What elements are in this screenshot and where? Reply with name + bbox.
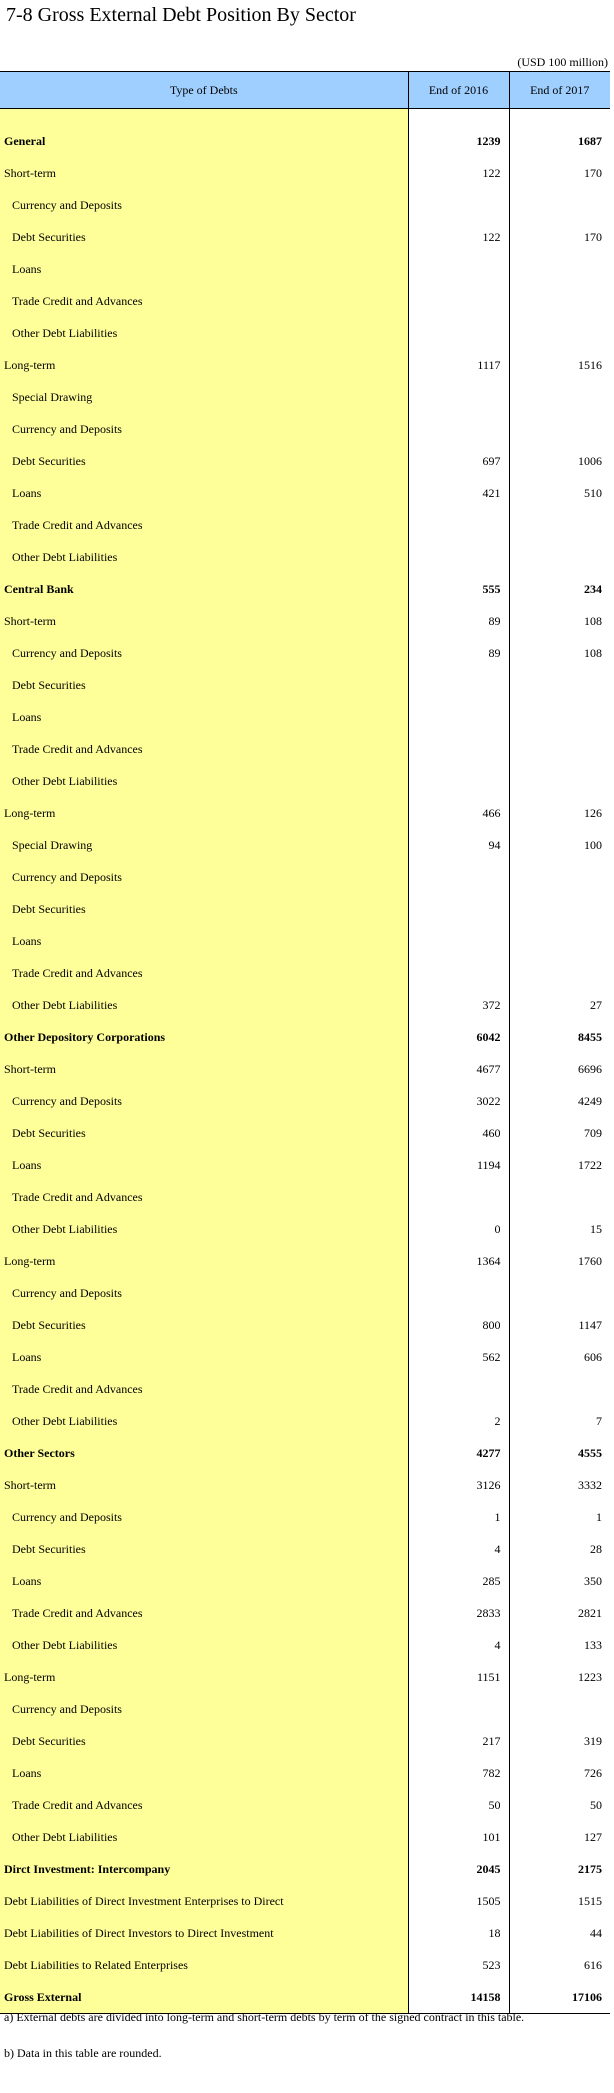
row-label: Currency and Deposits: [0, 189, 408, 221]
value-2017: [509, 1373, 610, 1405]
table-row: [0, 1405, 610, 1437]
table-row: [0, 1821, 610, 1853]
value-2017: 606: [584, 1349, 602, 1364]
value-2017: 1760: [578, 1253, 602, 1268]
value-2017: 350: [584, 1573, 602, 1588]
value-2017: 133: [584, 1637, 602, 1652]
value-2017: 127: [584, 1829, 602, 1844]
row-label: Other Debt Liabilities: [0, 1213, 408, 1245]
value-2016: 4: [408, 1629, 509, 1661]
value-2016: 466: [408, 797, 509, 829]
table-row: [0, 1309, 610, 1341]
value-2017: [509, 541, 610, 573]
row-label: Currency and Deposits: [0, 1085, 408, 1117]
table-row: [0, 797, 610, 829]
value-2017: 2175: [578, 1861, 602, 1876]
row-label: Debt Securities: [0, 1725, 408, 1757]
value-2016: 460: [408, 1117, 509, 1149]
row-label: Other Sectors: [0, 1437, 408, 1469]
row-label: Special Drawing: [0, 381, 408, 413]
table-row: [0, 157, 610, 189]
value-2017: 44: [590, 1925, 602, 1940]
table-row: [0, 669, 610, 701]
value-2016: [408, 733, 509, 765]
table-row: [0, 957, 610, 989]
value-2016: 6042: [408, 1021, 509, 1053]
value-2016: [408, 285, 509, 317]
value-2016: 3126: [408, 1469, 509, 1501]
value-2016: [408, 413, 509, 445]
value-2016: 4277: [408, 1437, 509, 1469]
value-2017: [509, 957, 610, 989]
value-2016: [408, 861, 509, 893]
table-row: [0, 637, 610, 669]
value-2017: 726: [584, 1765, 602, 1780]
value-2017: [509, 1693, 610, 1725]
row-label: Debt Liabilities of Direct Investment Enterprises to Direct: [0, 1885, 408, 1917]
row-label: Other Debt Liabilities: [0, 541, 408, 573]
value-2017: [509, 509, 610, 541]
value-2017: [509, 253, 610, 285]
row-label: Debt Securities: [0, 1533, 408, 1565]
value-2017: 1687: [578, 133, 602, 148]
value-2016: 18: [408, 1917, 509, 1949]
row-label: Loans: [0, 1341, 408, 1373]
page-title: 7-8 Gross External Debt Position By Sector: [6, 4, 356, 26]
table-row: [0, 413, 610, 445]
row-label: Debt Liabilities to Related Enterprises: [0, 1949, 408, 1981]
value-2016: 0: [408, 1213, 509, 1245]
value-2016: 800: [408, 1309, 509, 1341]
table-row: [0, 1149, 610, 1181]
value-2016: 2: [408, 1405, 509, 1437]
table-row: [0, 1021, 610, 1053]
value-2016: 285: [408, 1565, 509, 1597]
value-2017: 4249: [578, 1093, 602, 1108]
value-2017: 170: [584, 229, 602, 244]
header-end-of-2016: End of 2016: [408, 72, 509, 109]
value-2016: [408, 1693, 509, 1725]
value-2017: 8455: [578, 1029, 602, 1044]
row-label: Currency and Deposits: [0, 861, 408, 893]
value-2016: [408, 1373, 509, 1405]
value-2017: 126: [584, 805, 602, 820]
table-row: [0, 1565, 610, 1597]
spacer-cell: [0, 109, 408, 126]
value-2016: [408, 381, 509, 413]
row-label: Trade Credit and Advances: [0, 957, 408, 989]
row-label: Loans: [0, 253, 408, 285]
table-row: [0, 1661, 610, 1693]
table-row: [0, 1469, 610, 1501]
row-label: Central Bank: [0, 573, 408, 605]
table-row: [0, 1437, 610, 1469]
value-2016: 14158: [408, 1981, 509, 2014]
table-row: [0, 765, 610, 797]
value-2017: [509, 189, 610, 221]
value-2017: [509, 1277, 610, 1309]
value-2017: [509, 893, 610, 925]
table-row: [0, 1085, 610, 1117]
value-2017: [509, 669, 610, 701]
table-row: [0, 605, 610, 637]
value-2016: 4677: [408, 1053, 509, 1085]
value-2016: 50: [408, 1789, 509, 1821]
table-row: [0, 701, 610, 733]
value-2017: 100: [584, 837, 602, 852]
value-2016: 1151: [408, 1661, 509, 1693]
row-label: Long-term: [0, 1661, 408, 1693]
table-row: [0, 1693, 610, 1725]
table-row: [0, 189, 610, 221]
row-label: Other Debt Liabilities: [0, 1821, 408, 1853]
value-2016: 1117: [408, 349, 509, 381]
row-label: Dirct Investment: Intercompany: [0, 1853, 408, 1885]
table-row: [0, 1853, 610, 1885]
table-row: [0, 573, 610, 605]
value-2016: 101: [408, 1821, 509, 1853]
value-2016: 2045: [408, 1853, 509, 1885]
value-2016: 217: [408, 1725, 509, 1757]
table-row: [0, 1341, 610, 1373]
row-label: Loans: [0, 1149, 408, 1181]
table-row: [0, 253, 610, 285]
value-2016: 555: [408, 573, 509, 605]
value-2017: 6696: [578, 1061, 602, 1076]
table-row: [0, 541, 610, 573]
table-row: [0, 1949, 610, 1981]
value-2016: 3022: [408, 1085, 509, 1117]
row-label: Long-term: [0, 797, 408, 829]
value-2017: 616: [584, 1957, 602, 1972]
value-2017: 50: [590, 1797, 602, 1812]
table-row: [0, 317, 610, 349]
table-row: [0, 1885, 610, 1917]
debt-table: [0, 71, 610, 2014]
row-label: Currency and Deposits: [0, 1501, 408, 1533]
row-label: Debt Securities: [0, 893, 408, 925]
row-label: Debt Securities: [0, 1309, 408, 1341]
table-spacer-row: [0, 109, 610, 126]
row-label: Trade Credit and Advances: [0, 733, 408, 765]
spacer-cell: [408, 109, 509, 126]
value-2017: 1515: [578, 1893, 602, 1908]
value-2016: 2833: [408, 1597, 509, 1629]
row-label: Trade Credit and Advances: [0, 509, 408, 541]
value-2017: 510: [584, 485, 602, 500]
value-2017: [509, 317, 610, 349]
value-2017: 1006: [578, 453, 602, 468]
value-2016: 421: [408, 477, 509, 509]
table-row: [0, 861, 610, 893]
row-label: General: [0, 125, 408, 157]
unit-label: (USD 100 million): [517, 55, 608, 69]
table-row: [0, 349, 610, 381]
value-2016: 1239: [408, 125, 509, 157]
value-2017: [509, 285, 610, 317]
table-row: [0, 477, 610, 509]
row-label: Other Debt Liabilities: [0, 317, 408, 349]
table-row: [0, 925, 610, 957]
value-2017: 709: [584, 1125, 602, 1140]
value-2017: 28: [590, 1541, 602, 1556]
row-label: Loans: [0, 477, 408, 509]
value-2017: [509, 733, 610, 765]
table-row: [0, 1757, 610, 1789]
value-2016: [408, 509, 509, 541]
row-label: Loans: [0, 1757, 408, 1789]
footnote-a: a) External debts are divided into long-term and short-term debts by term of the signed contract in this table.: [4, 2010, 525, 2024]
value-2017: [509, 925, 610, 957]
value-2017: 7: [596, 1413, 602, 1428]
table-row: [0, 1789, 610, 1821]
value-2016: [408, 765, 509, 797]
value-2017: 1223: [578, 1669, 602, 1684]
value-2017: [509, 413, 610, 445]
row-label: Loans: [0, 1565, 408, 1597]
value-2017: [509, 861, 610, 893]
value-2017: 1147: [578, 1317, 602, 1332]
table-row: [0, 893, 610, 925]
value-2017: 319: [584, 1733, 602, 1748]
row-label: Other Debt Liabilities: [0, 1405, 408, 1437]
row-label: Long-term: [0, 1245, 408, 1277]
row-label: Other Debt Liabilities: [0, 1629, 408, 1661]
table-row: [0, 733, 610, 765]
value-2017: 2821: [578, 1605, 602, 1620]
table-row: [0, 989, 610, 1021]
row-label: Trade Credit and Advances: [0, 1597, 408, 1629]
table-row: [0, 1053, 610, 1085]
value-2016: 1194: [408, 1149, 509, 1181]
table-row: [0, 285, 610, 317]
value-2016: 697: [408, 445, 509, 477]
row-label: Loans: [0, 701, 408, 733]
value-2017: 1722: [578, 1157, 602, 1172]
value-2017: [509, 701, 610, 733]
value-2016: 562: [408, 1341, 509, 1373]
row-label: Trade Credit and Advances: [0, 285, 408, 317]
value-2017: 3332: [578, 1477, 602, 1492]
value-2016: 122: [408, 157, 509, 189]
row-label: Trade Credit and Advances: [0, 1181, 408, 1213]
table-row: [0, 509, 610, 541]
value-2016: [408, 669, 509, 701]
row-label: Currency and Deposits: [0, 637, 408, 669]
value-2016: [408, 541, 509, 573]
row-label: Short-term: [0, 157, 408, 189]
value-2017: 17106: [509, 1981, 610, 2014]
table-row: [0, 1629, 610, 1661]
table-row: [0, 221, 610, 253]
table-row: [0, 381, 610, 413]
table-body: [0, 109, 610, 2014]
table-row: [0, 1597, 610, 1629]
value-2016: [408, 1277, 509, 1309]
value-2016: [408, 957, 509, 989]
row-label: Debt Securities: [0, 1117, 408, 1149]
row-label: Other Depository Corporations: [0, 1021, 408, 1053]
value-2017: 1: [596, 1509, 602, 1524]
row-label: Short-term: [0, 1053, 408, 1085]
row-label: Loans: [0, 925, 408, 957]
value-2017: 27: [590, 997, 602, 1012]
table-row: [0, 1917, 610, 1949]
row-label: Currency and Deposits: [0, 1693, 408, 1725]
table-row: [0, 1277, 610, 1309]
row-label: Other Debt Liabilities: [0, 989, 408, 1021]
table-row: [0, 1501, 610, 1533]
row-label: Short-term: [0, 1469, 408, 1501]
value-2016: 94: [408, 829, 509, 861]
value-2017: 4555: [578, 1445, 602, 1460]
value-2016: 122: [408, 221, 509, 253]
table-row: [0, 1981, 610, 2014]
header-type-of-debts: Type of Debts: [0, 72, 408, 109]
row-label: Trade Credit and Advances: [0, 1373, 408, 1405]
row-label: Long-term: [0, 349, 408, 381]
row-label: Debt Securities: [0, 221, 408, 253]
value-2017: 108: [584, 613, 602, 628]
value-2016: 4: [408, 1533, 509, 1565]
row-label: Debt Liabilities of Direct Investors to Direct Investment: [0, 1917, 408, 1949]
row-label: Currency and Deposits: [0, 413, 408, 445]
value-2017: [509, 381, 610, 413]
value-2016: 782: [408, 1757, 509, 1789]
value-2016: 1: [408, 1501, 509, 1533]
value-2016: 523: [408, 1949, 509, 1981]
value-2016: [408, 317, 509, 349]
table-row: [0, 1181, 610, 1213]
row-label: Short-term: [0, 605, 408, 637]
value-2017: 1516: [578, 357, 602, 372]
value-2016: [408, 189, 509, 221]
row-label: Trade Credit and Advances: [0, 1789, 408, 1821]
row-label: Other Debt Liabilities: [0, 765, 408, 797]
header-end-of-2017: End of 2017: [509, 72, 610, 109]
footnote-b: b) Data in this table are rounded.: [4, 2046, 162, 2060]
value-2017: [509, 765, 610, 797]
table-row: [0, 1117, 610, 1149]
value-2017: 15: [590, 1221, 602, 1236]
value-2016: 89: [408, 605, 509, 637]
spacer-cell: [509, 109, 610, 126]
value-2016: [408, 925, 509, 957]
value-2017: [509, 1181, 610, 1213]
row-label: Gross External: [0, 1981, 408, 2014]
value-2016: 89: [408, 637, 509, 669]
table-row: [0, 1213, 610, 1245]
value-2016: 1364: [408, 1245, 509, 1277]
value-2016: [408, 253, 509, 285]
value-2016: [408, 701, 509, 733]
row-label: Special Drawing: [0, 829, 408, 861]
table-row: [0, 445, 610, 477]
row-label: Debt Securities: [0, 669, 408, 701]
table-header-row: [0, 72, 610, 109]
value-2016: 1505: [408, 1885, 509, 1917]
value-2017: 108: [584, 645, 602, 660]
row-label: Currency and Deposits: [0, 1277, 408, 1309]
table-row: [0, 1725, 610, 1757]
value-2017: 234: [584, 581, 602, 596]
table-row: [0, 1373, 610, 1405]
table-row: [0, 125, 610, 157]
value-2016: 372: [408, 989, 509, 1021]
value-2016: [408, 893, 509, 925]
table-row: [0, 829, 610, 861]
table-row: [0, 1533, 610, 1565]
table-row: [0, 1245, 610, 1277]
value-2017: 170: [584, 165, 602, 180]
value-2016: [408, 1181, 509, 1213]
row-label: Debt Securities: [0, 445, 408, 477]
